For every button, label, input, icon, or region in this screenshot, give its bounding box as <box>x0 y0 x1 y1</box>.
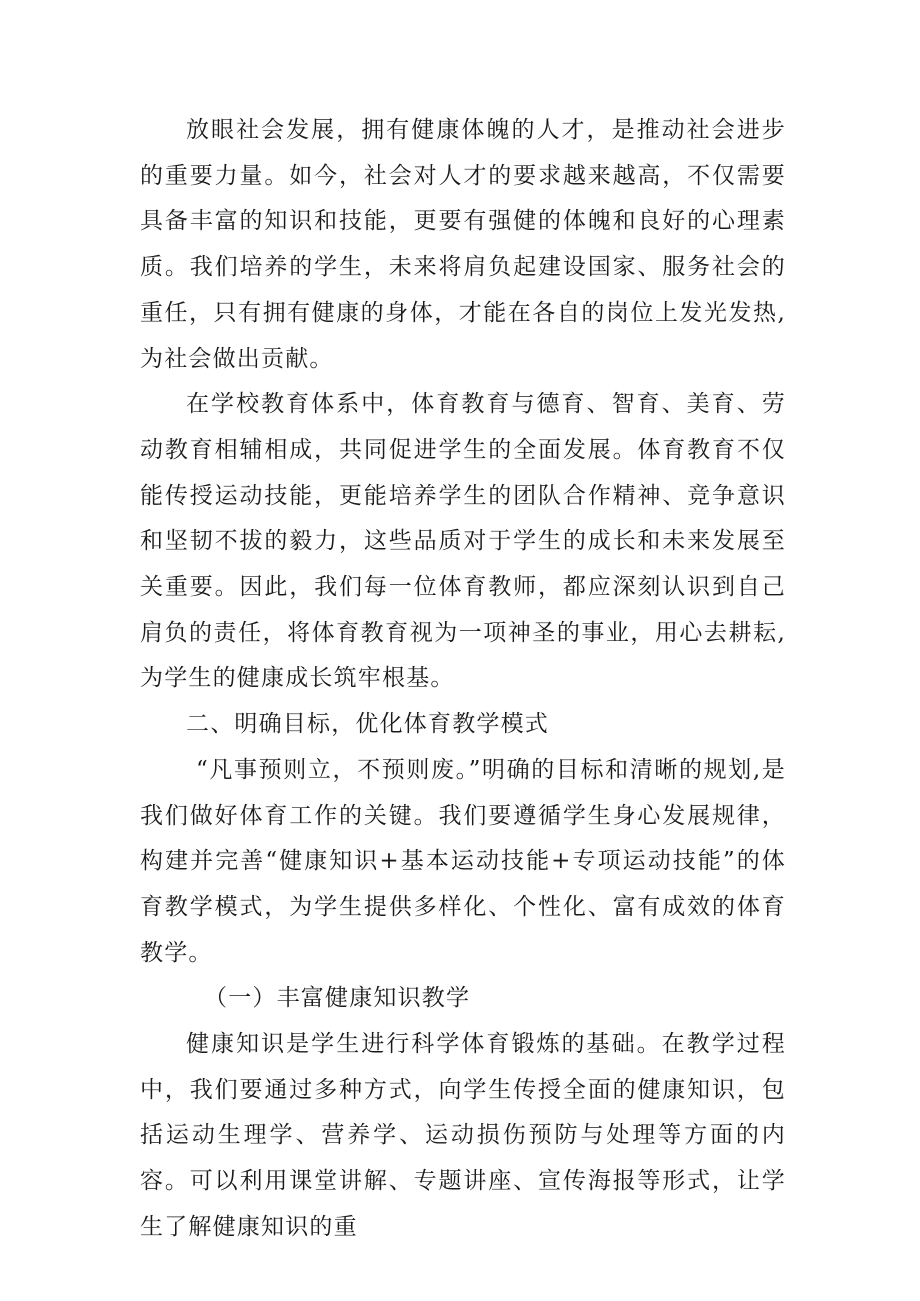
paragraph-health-knowledge: 健康知识是学生进行科学体育锻炼的基础。在教学过程中，我们要通过多种方式，向学生传授全面的健康知识，包括运动生理学、营养学、运动损伤预防与处理等方面的内容。可以利用课堂讲解、专题讲座、宣传海报等形式，让学生了解健康知识的重 <box>140 1031 786 1240</box>
paragraph-social-development: 放眼社会发展，拥有健康体魄的人才，是推动社会进步的重要力量。如今，社会对人才的要求越来越高，不仅需要具备丰富的知识和技能，更要有强健的体魄和良好的心理素质。我们培养的学生，未来将肩负起建设国家、服务社会的重任，只有拥有健康的身体，才能在各自的岗位上发光发热,为社会做出贡献。 <box>140 117 786 372</box>
section-heading: 二、明确目标，优化体育教学模式 <box>186 711 549 738</box>
subsection-heading: （一）丰富健康知识教学 <box>204 985 471 1012</box>
paragraph-education-system: 在学校教育体系中，体育教育与德育、智育、美育、劳动教育相辅相成，共同促进学生的全面发展。体育教育不仅能传授运动技能，更能培养学生的团队合作精神、竞争意识和坚韧不拔的毅力，这些品质对于学生的成长和未来发展至关重要。因此，我们每一位体育教师，都应深刻认识到自己肩负的责任，将体育教育视为一项神圣的事业，用心去耕耘,为学生的健康成长筑牢根基。 <box>140 391 786 692</box>
paragraph-clear-goals: “凡事预则立，不预则废。”明确的目标和清晰的规划,是我们做好体育工作的关键。我们要遵循学生身心发展规律，构建并完善“健康知识+基本运动技能+专项运动技能”的体育教学模式，为学生提供多样化、个性化、富有成效的体育教学。 <box>140 756 786 966</box>
document-body <box>140 108 786 1251</box>
